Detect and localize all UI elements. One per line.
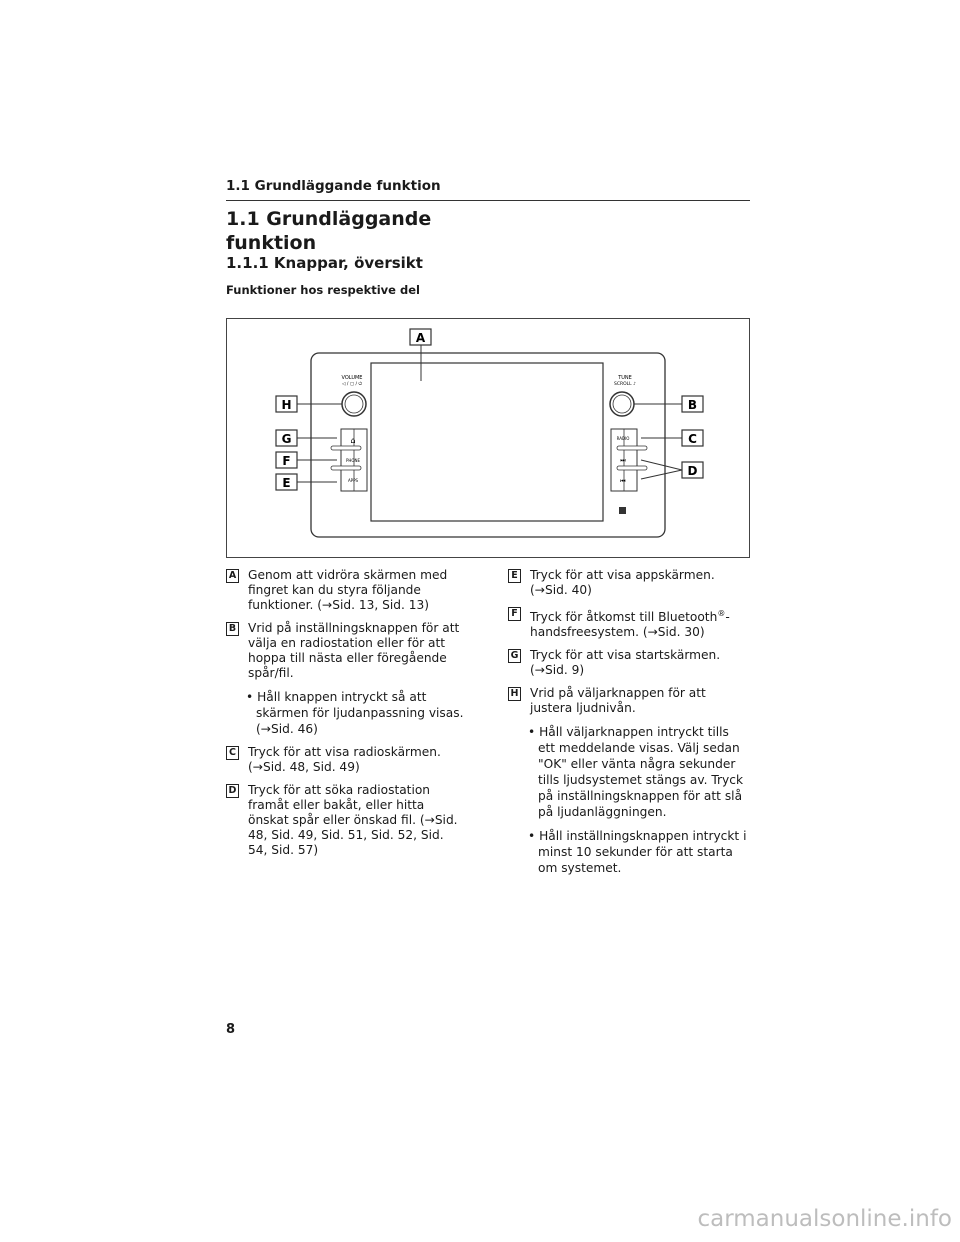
page-number: 8	[226, 1022, 236, 1037]
item-text: Tryck för att visa radioskärmen. (→Sid. 48, Sid. 49)	[248, 745, 441, 774]
registered-mark: ®	[717, 609, 726, 618]
callout-e: E	[282, 476, 291, 490]
item-text: Vrid på inställningsknappen för att välja en radiostation eller för att hoppa till nästa eller föregående spår/fil.	[248, 621, 460, 680]
home-icon: ⌂	[350, 436, 356, 445]
tune-label: TUNE	[618, 375, 632, 381]
seek-forward-icon: ⏭	[620, 457, 626, 464]
item-d	[226, 783, 466, 858]
item-e	[508, 568, 748, 598]
callout-c: C	[688, 432, 697, 446]
item-b	[226, 621, 466, 681]
item-text-pre: Tryck för åtkomst till Bluetooth	[530, 610, 718, 625]
item-h-note-2: • Håll inställningsknappen intryckt i minst 10 sekunder för att starta om systemet.	[528, 829, 747, 876]
right-column	[508, 568, 748, 884]
running-header	[226, 178, 750, 201]
item-b-note: • Håll knappen intryckt så att skärmen för ljudanpassning visas. (→Sid. 46)	[246, 690, 464, 736]
volume-knob	[342, 392, 366, 416]
running-header-title: 1.1 Grundläggande funktion	[226, 178, 441, 194]
item-letter: C	[226, 746, 239, 760]
item-letter: A	[226, 569, 239, 583]
nfc-icon	[619, 507, 626, 514]
item-letter: B	[226, 622, 239, 636]
item-text: Genom att vidröra skärmen med fingret kan du styra följande funktioner. (→Sid. 13, Sid. 13)	[248, 568, 448, 612]
item-text: Tryck för att visa startskärmen. (→Sid. 9)	[530, 648, 721, 678]
figure-heading: Funktioner hos respektive del	[226, 283, 420, 297]
radio-label: RADIO	[616, 436, 630, 441]
item-letter: D	[226, 784, 239, 798]
tune-sub-label: SCROLL ♪	[614, 382, 636, 387]
item-a	[226, 568, 466, 613]
section-title: 1.1 Grundläggande funktion	[226, 208, 432, 254]
item-text: Vrid på väljarknappen för att justera ljudnivån.	[530, 686, 706, 716]
item-text-post: -handsfreesystem. (→Sid. 30)	[530, 610, 730, 640]
callout-d: D	[687, 464, 698, 478]
callout-f: F	[282, 454, 291, 468]
head-unit-figure	[226, 318, 750, 558]
volume-sub-label: ◁ / ▢ / ⏻	[341, 382, 363, 387]
item-letter: E	[508, 569, 521, 583]
phone-label: PHONE	[345, 458, 361, 463]
item-letter: G	[508, 649, 521, 663]
left-column	[226, 568, 466, 866]
tune-knob	[610, 392, 634, 416]
item-text: Tryck för att visa appskärmen. (→Sid. 40)	[530, 568, 715, 597]
callout-a: A	[415, 331, 426, 345]
item-g	[508, 648, 748, 678]
watermark: carmanualsonline.info	[697, 1206, 952, 1232]
item-c	[226, 745, 466, 775]
callout-g: G	[281, 432, 292, 446]
seek-back-icon: ⏮	[620, 478, 626, 485]
item-h-note-1: • Håll väljarknappen intryckt tills ett meddelande visas. Välj sedan "OK" eller vänta några sekunder tills ljudsystemet stängs av. Tryck på inställningsknappen för att slå på ljudanläggningen.	[528, 725, 744, 820]
volume-label: VOLUME	[341, 375, 363, 381]
item-letter: F	[508, 607, 521, 621]
callout-h: H	[281, 398, 292, 412]
apps-label: APPS	[347, 478, 359, 483]
item-h	[508, 686, 748, 716]
head-unit-diagram	[227, 319, 749, 557]
subsection-title: 1.1.1 Knappar, översikt	[226, 254, 423, 272]
item-text: Tryck för att söka radiostation framåt eller bakåt, eller hitta önskat spår eller önskad fil. (→Sid. 48, Sid. 49, Sid. 51, Sid. 52, Sid. 54, Sid. 57)	[248, 783, 458, 857]
item-f	[508, 606, 748, 640]
callout-b: B	[687, 398, 698, 412]
item-letter: H	[508, 687, 521, 701]
